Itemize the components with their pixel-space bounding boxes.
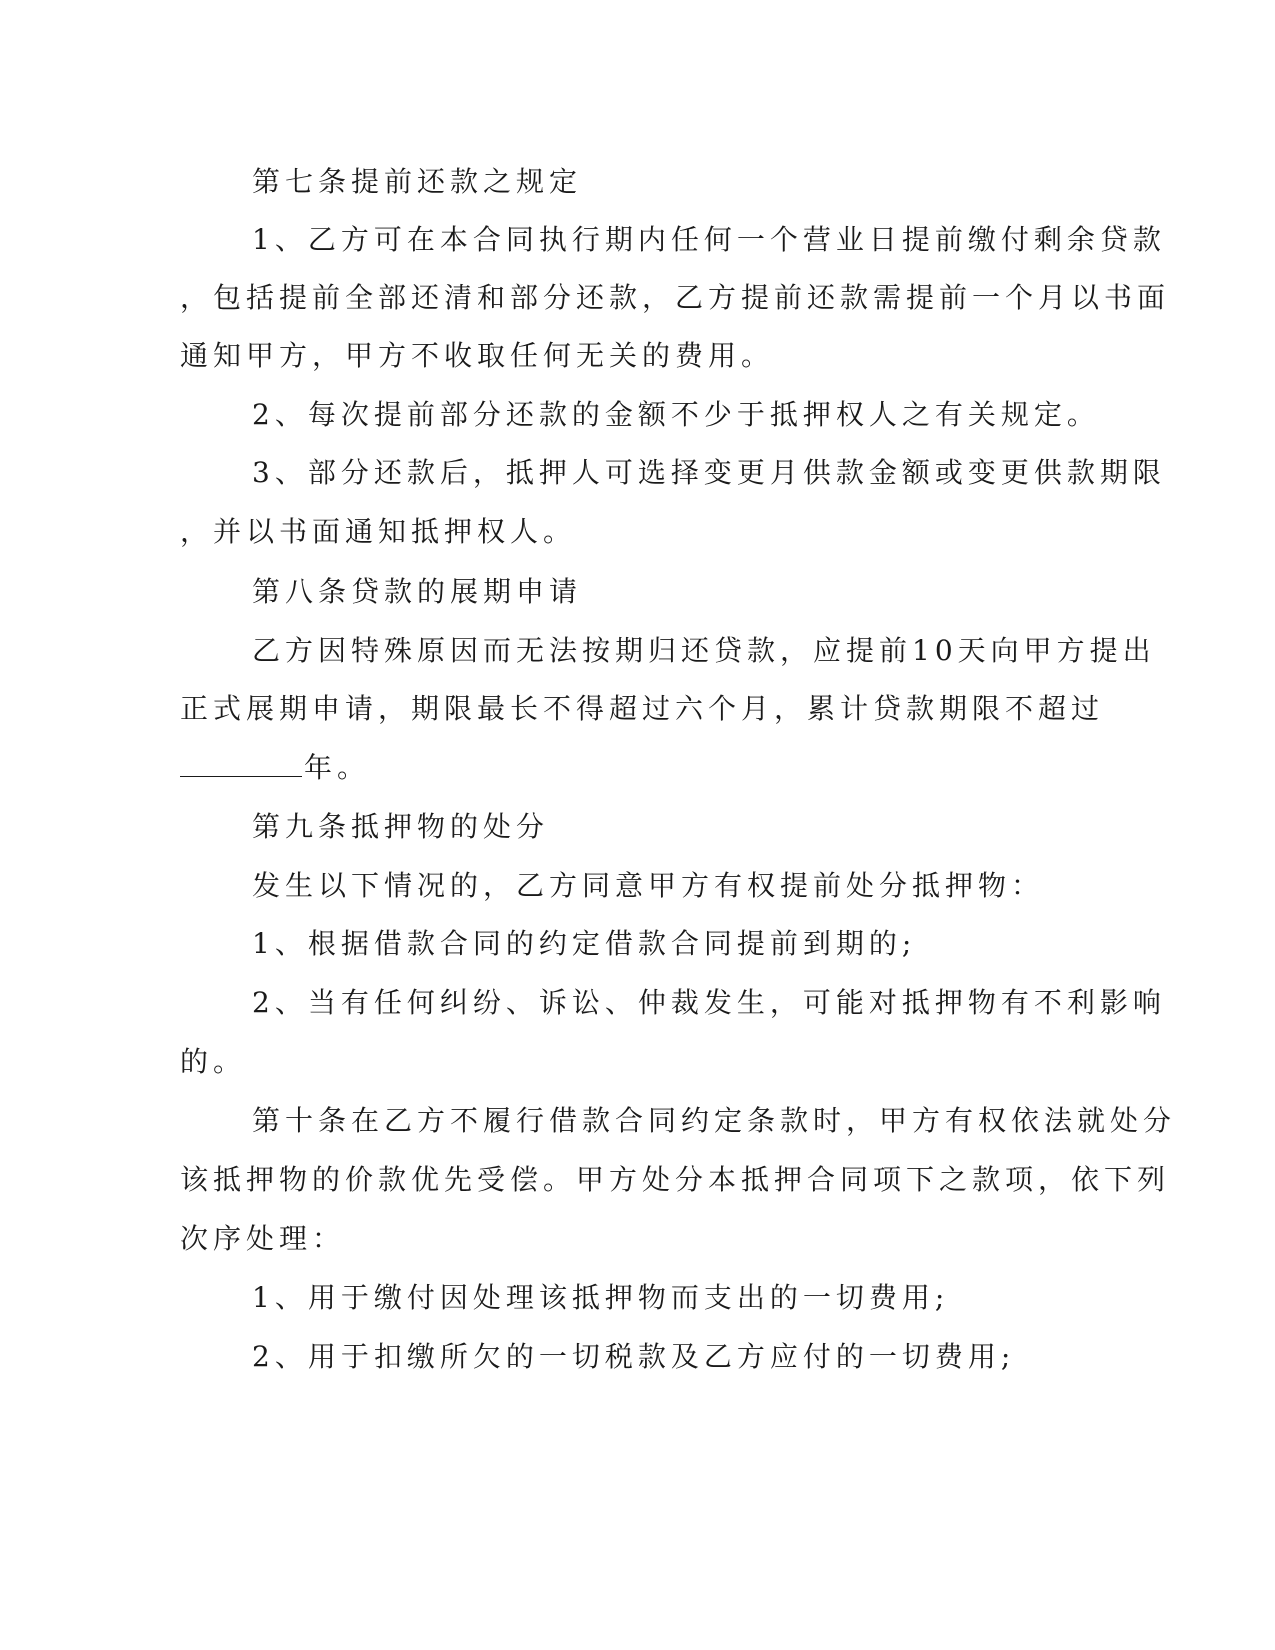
paragraph-line: 发生以下情况的，乙方同意甲方有权提前处分抵押物： (252, 869, 1045, 902)
paragraph-line: 2、当有任何纠纷、诉讼、仲裁发生，可能对抵押物有不利影响 (252, 986, 1166, 1019)
heading-article-7: 第七条提前还款之规定 (252, 165, 583, 198)
paragraph-line: 通知甲方，甲方不收取任何无关的费用。 (180, 339, 775, 372)
paragraph-line: 的。 (180, 1045, 247, 1078)
paragraph-line: 2、用于扣缴所欠的一切税款及乙方应付的一切费用; (252, 1340, 1016, 1373)
paragraph-line: 3、部分还款后，抵押人可选择变更月供款金额或变更供款期限 (252, 456, 1166, 489)
paragraph-line: ，并以书面通知抵押权人。 (180, 515, 577, 548)
paragraph-line: 该抵押物的价款优先受偿。甲方处分本抵押合同项下之款项，依下列 (180, 1163, 1171, 1196)
paragraph-line: 次序处理： (180, 1222, 346, 1255)
blank-suffix: 年。 (304, 751, 371, 784)
fill-in-blank (180, 750, 302, 777)
paragraph-line: ，包括提前全部还清和部分还款，乙方提前还款需提前一个月以书面 (180, 281, 1171, 314)
paragraph-line: 1、根据借款合同的约定借款合同提前到期的; (252, 927, 917, 960)
paragraph-line: 1、乙方可在本合同执行期内任何一个营业日提前缴付剩余贷款 (252, 223, 1166, 256)
paragraph-line: 1、用于缴付因处理该抵押物而支出的一切费用; (252, 1281, 950, 1314)
paragraph-line: 正式展期申请，期限最长不得超过六个月，累计贷款期限不超过 (180, 692, 1105, 725)
heading-article-9: 第九条抵押物的处分 (252, 810, 550, 843)
paragraph-line-with-blank (180, 748, 370, 788)
paragraph-line: 乙方因特殊原因而无法按期归还贷款，应提前10天向甲方提出 (252, 634, 1156, 667)
heading-article-8: 第八条贷款的展期申请 (252, 575, 583, 608)
paragraph-line: 2、每次提前部分还款的金额不少于抵押权人之有关规定。 (252, 398, 1100, 431)
heading-article-10: 第十条在乙方不履行借款合同约定条款时，甲方有权依法就处分 (252, 1104, 1177, 1137)
